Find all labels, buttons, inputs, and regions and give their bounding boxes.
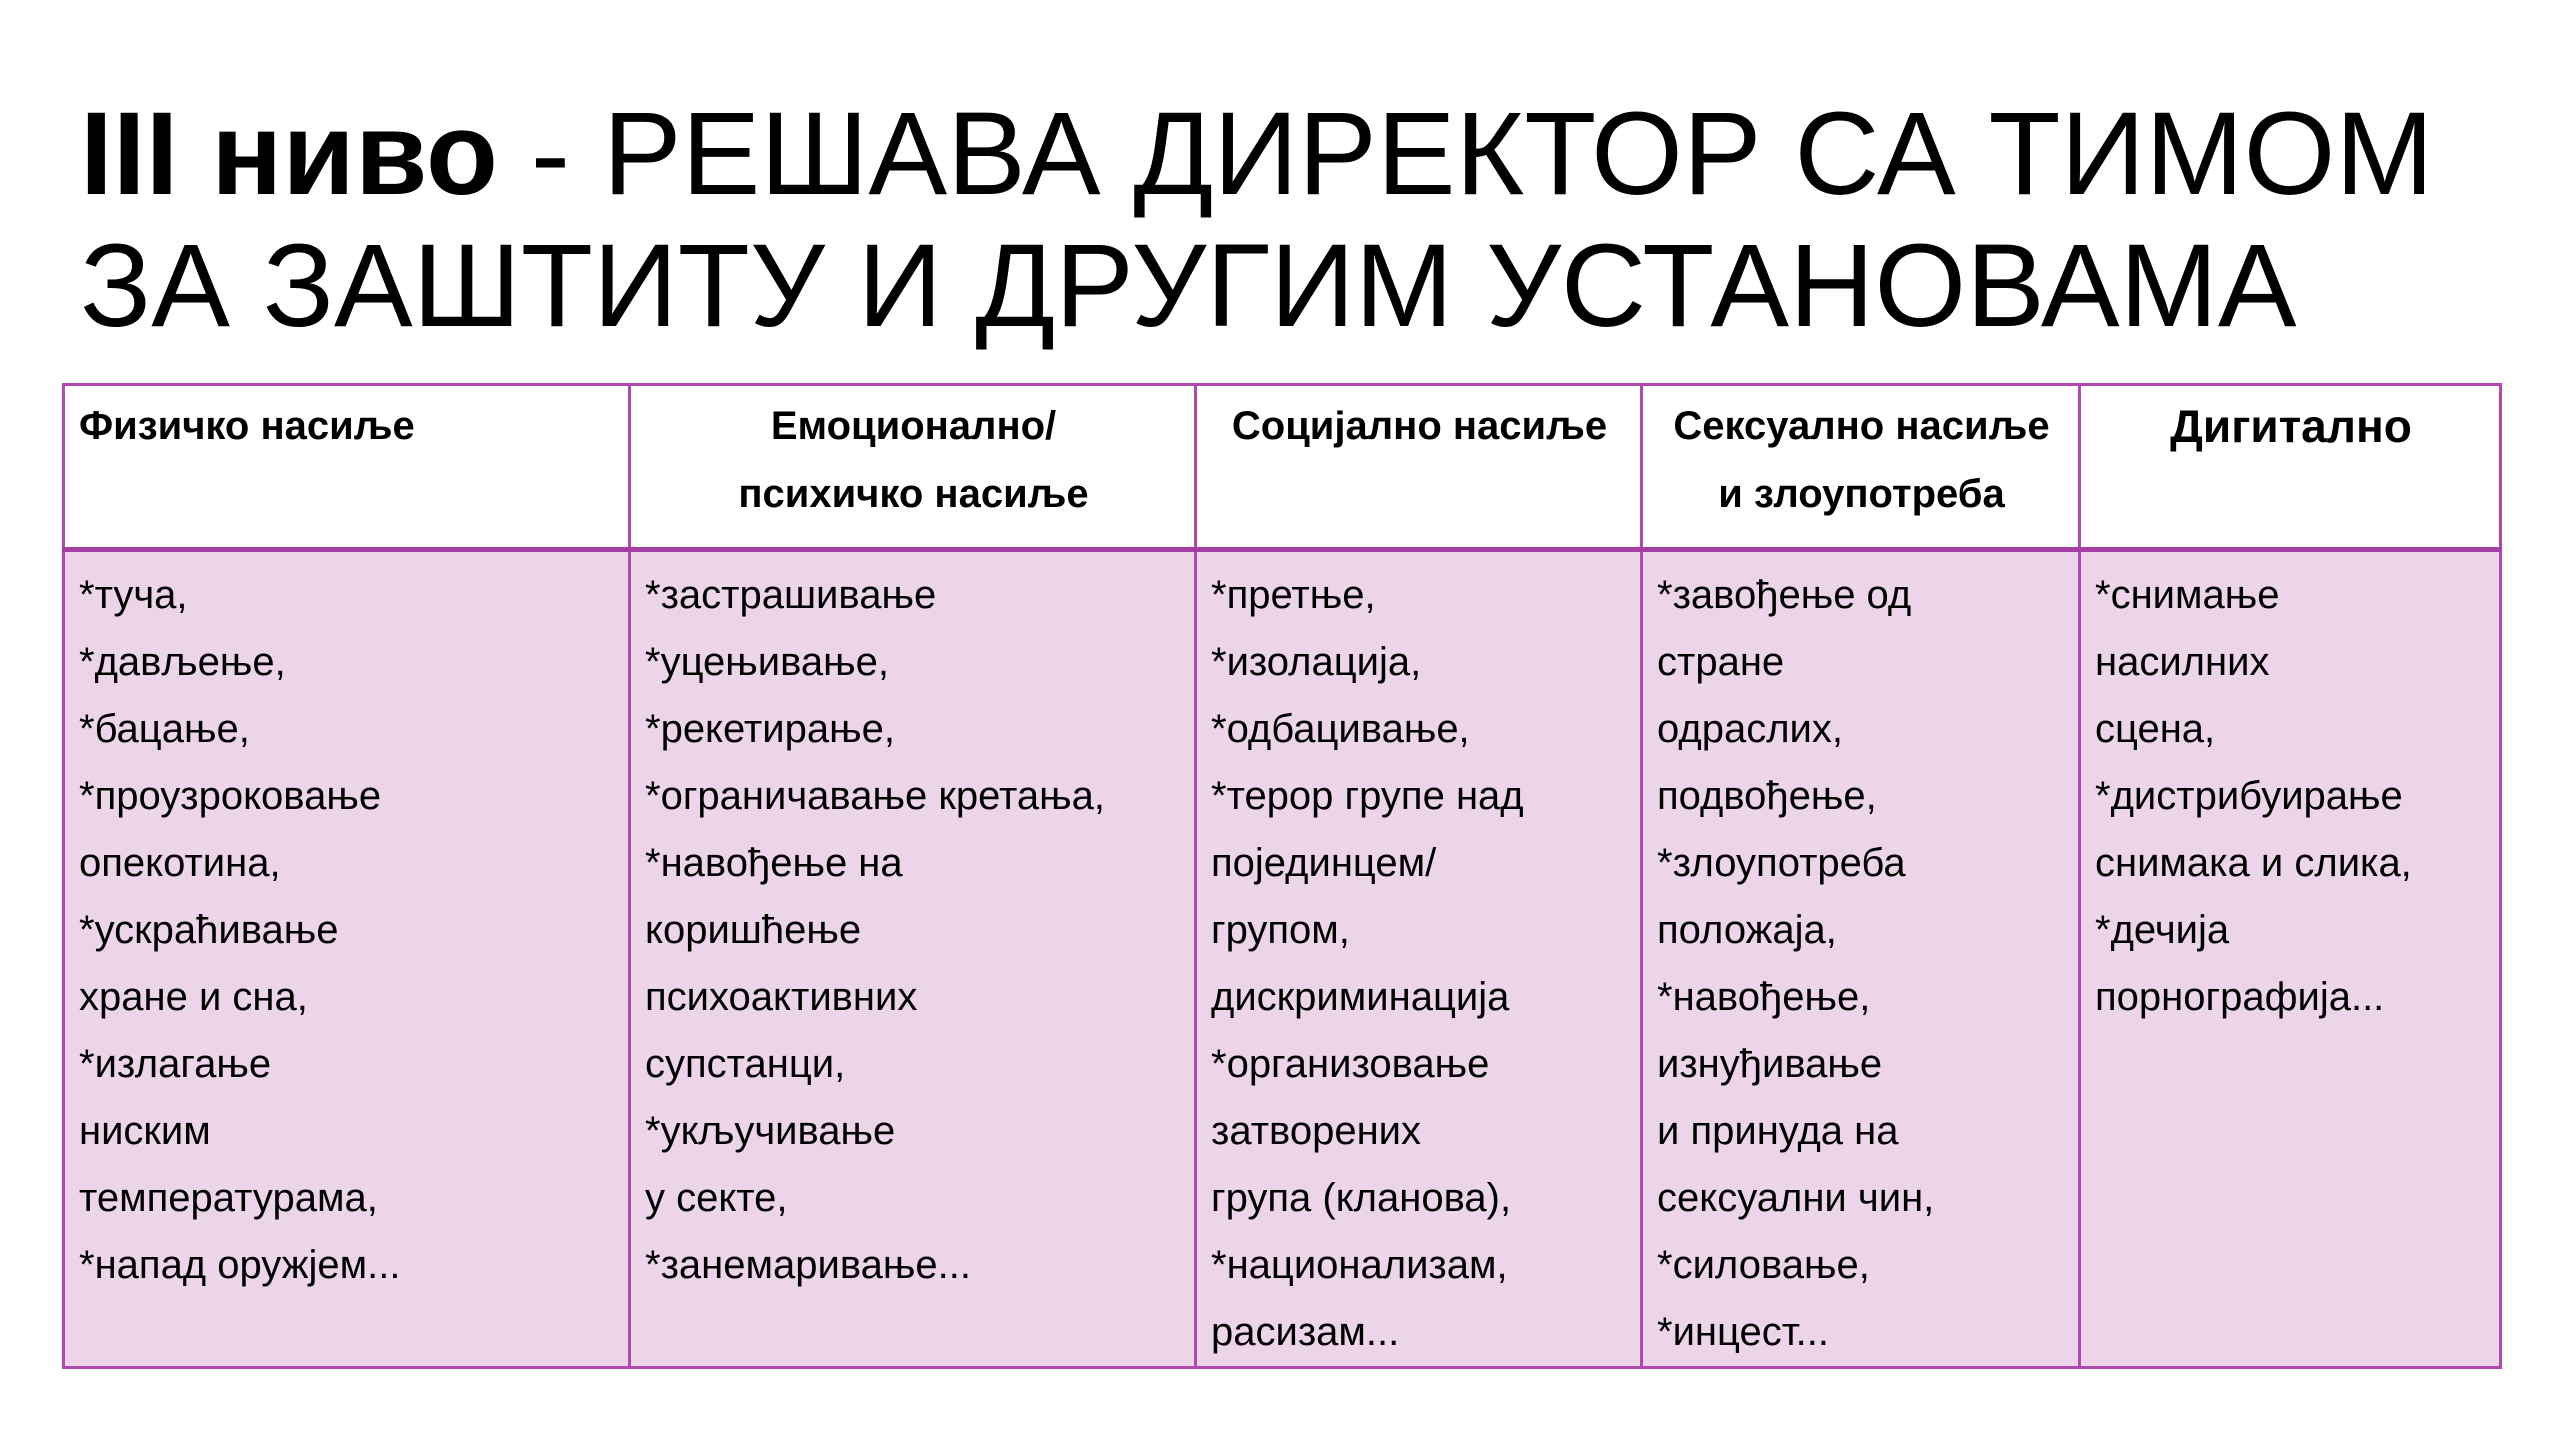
cell-line: хране и сна, xyxy=(79,975,308,1019)
cell-line: затворених xyxy=(1211,1109,1421,1153)
cell-line: *проузроковање xyxy=(79,774,382,818)
cell-line: *занемаривање... xyxy=(645,1243,971,1287)
cell-line: дискриминација xyxy=(1211,975,1510,1019)
cell-line: *укључивање xyxy=(645,1109,896,1153)
cell-line: *дистрибуирање xyxy=(2095,774,2403,818)
cell-line: *навођење на xyxy=(645,841,903,885)
table-row xyxy=(64,550,2501,1368)
cell-line: положаја, xyxy=(1657,908,1837,952)
cell-line: *национализам, xyxy=(1211,1243,1508,1287)
cell-line: ниским xyxy=(79,1109,211,1153)
header-line: психичко насиље xyxy=(738,472,1089,516)
cell-line: подвођење, xyxy=(1657,774,1877,818)
cell-line: *инцест... xyxy=(1657,1310,1829,1354)
cell-line: снимака и слика, xyxy=(2095,841,2412,885)
cell-line: изнуђивање xyxy=(1657,1042,1883,1086)
cell-line: расизам... xyxy=(1211,1310,1400,1354)
header-sexual xyxy=(1642,385,2080,550)
cell-line: група (кланова), xyxy=(1211,1176,1512,1220)
cell-line: насилних xyxy=(2095,640,2270,684)
slide-title xyxy=(80,88,2500,352)
cell-line: *претње, xyxy=(1211,573,1376,617)
cell-line: *излагање xyxy=(79,1042,272,1086)
cell-sexual xyxy=(1642,550,2080,1368)
cell-line: *бацање, xyxy=(79,707,250,751)
cell-line: порнографија... xyxy=(2095,975,2385,1019)
cell-line: *дечија xyxy=(2095,908,2230,952)
cell-line: супстанци, xyxy=(645,1042,846,1086)
title-level: III ниво xyxy=(80,88,499,220)
cell-line: *терор групе над xyxy=(1211,774,1524,818)
header-line: Физичко насиље xyxy=(79,404,415,448)
cell-line: *напад оружјем... xyxy=(79,1243,401,1287)
cell-line: *дављење, xyxy=(79,640,286,684)
cell-line: групом, xyxy=(1211,908,1350,952)
header-emotional xyxy=(630,385,1196,550)
cell-line: психоактивних xyxy=(645,975,918,1019)
cell-line: *ускраћивање xyxy=(79,908,339,952)
cell-line: и принуда на xyxy=(1657,1109,1899,1153)
cell-line: сексуални чин, xyxy=(1657,1176,1935,1220)
title-text: - РЕШАВА ДИРЕКТОР СА ТИМОМ ЗА ЗАШТИТУ И ДРУГИМ УСТАНОВАМА xyxy=(80,88,2434,352)
cell-line: појединцем/ xyxy=(1211,841,1437,885)
cell-social xyxy=(1196,550,1642,1368)
header-line: Социјално насиље xyxy=(1231,404,1608,448)
cell-line: стране xyxy=(1657,640,1785,684)
cell-line: опекотина, xyxy=(79,841,281,885)
cell-line: одраслих, xyxy=(1657,707,1843,751)
cell-line: коришћење xyxy=(645,908,862,952)
cell-line: сцена, xyxy=(2095,707,2216,751)
cell-emotional xyxy=(630,550,1196,1368)
header-line: Сексуално насиље xyxy=(1673,404,2050,448)
cell-line: *навођење, xyxy=(1657,975,1871,1019)
cell-line: *застрашивање xyxy=(645,573,937,617)
cell-line: *снимање xyxy=(2095,573,2280,617)
cell-line: *туча, xyxy=(79,573,188,617)
cell-line: *изолација, xyxy=(1211,640,1422,684)
cell-line: *одбацивање, xyxy=(1211,707,1470,751)
table-header-row xyxy=(64,385,2501,550)
cell-line: *силовање, xyxy=(1657,1243,1870,1287)
header-line: Емоционално/ xyxy=(770,404,1057,448)
cell-physical xyxy=(64,550,630,1368)
header-physical xyxy=(64,385,630,550)
cell-line: *рекетирање, xyxy=(645,707,895,751)
cell-digital xyxy=(2080,550,2501,1368)
cell-line: *ограничавање кретања, xyxy=(645,774,1105,818)
violence-types-table xyxy=(62,383,2502,1369)
cell-line: температурама, xyxy=(79,1176,378,1220)
cell-line: *организовање xyxy=(1211,1042,1490,1086)
header-digital xyxy=(2080,385,2501,550)
cell-line: у секте, xyxy=(645,1176,788,1220)
cell-line: *злоупотреба xyxy=(1657,841,1906,885)
header-line: и злоупотреба xyxy=(1718,472,2005,516)
header-line: Дигитално xyxy=(2170,400,2412,452)
header-social xyxy=(1196,385,1642,550)
cell-line: *уцењивање, xyxy=(645,640,890,684)
cell-line: *завођење од xyxy=(1657,573,1912,617)
